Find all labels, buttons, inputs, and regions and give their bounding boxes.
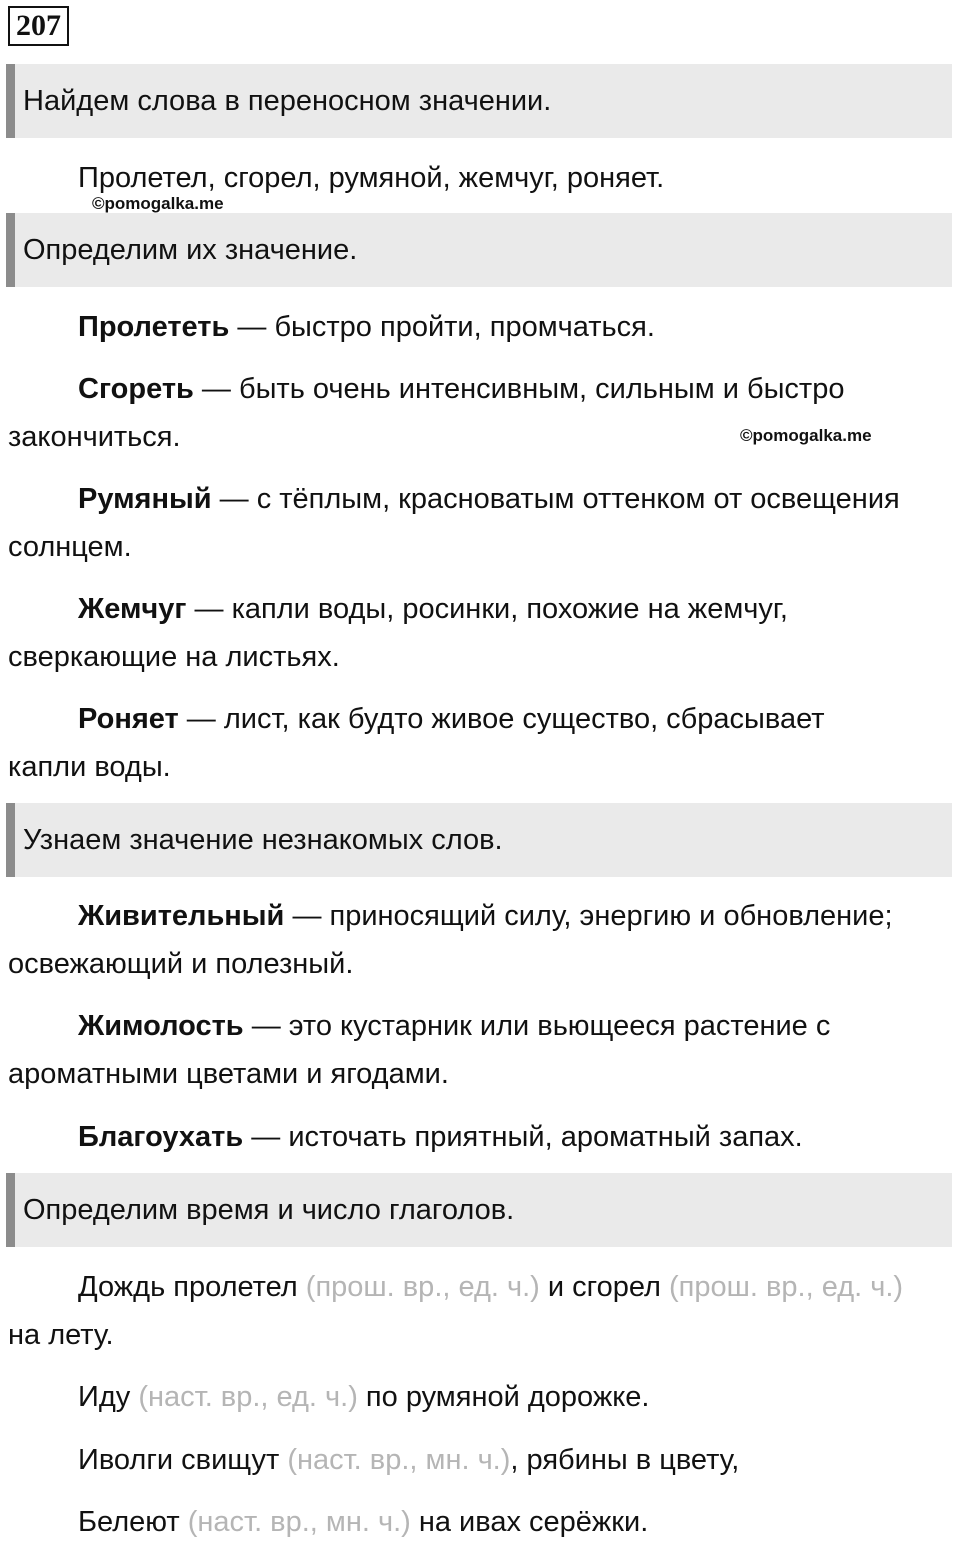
verb-line bbox=[8, 1263, 908, 1359]
verb-text: Белеют bbox=[78, 1506, 188, 1538]
definition-text: — капли воды, росинки, похожие на жемчуг, сверкающие на листьях. bbox=[8, 593, 788, 673]
new-word-item bbox=[8, 892, 908, 988]
grammar-note: (наст. вр., ед. ч.) bbox=[138, 1381, 358, 1413]
definition-text: — быть очень интенсивным, сильным и быстро закончиться. bbox=[8, 373, 845, 453]
section-heading-figurative: Найдем слова в переносном значении. bbox=[6, 64, 952, 138]
new-word-text: — приносящий силу, энергию и обновление; освежающий и полезный. bbox=[8, 900, 893, 980]
definition-term: Сгореть bbox=[78, 373, 194, 405]
new-word-term: Жимолость bbox=[78, 1010, 244, 1042]
definition-text: — лист, как будто живое существо, сбрасывает капли воды. bbox=[8, 703, 825, 783]
definition-item bbox=[8, 475, 908, 571]
verb-line bbox=[8, 1373, 908, 1421]
section-heading-meaning: Определим их значение. bbox=[6, 213, 952, 287]
definition-text: — быстро пройти, промчаться. bbox=[229, 311, 655, 343]
definition-item bbox=[8, 303, 908, 351]
verb-text: Дождь пролетел bbox=[78, 1271, 306, 1303]
section-heading-new-words: Узнаем значение незнакомых слов. bbox=[6, 803, 952, 877]
verb-text: по румяной дорожке. bbox=[357, 1381, 650, 1413]
definition-term: Жемчуг bbox=[78, 593, 187, 625]
watermark: ©pomogalka.me bbox=[92, 194, 224, 213]
verb-text: Иволги свищут bbox=[78, 1444, 288, 1476]
grammar-note: (прош. вр., ед. ч.) bbox=[305, 1271, 540, 1303]
verb-text: и сгорел bbox=[539, 1271, 669, 1303]
new-word-item bbox=[8, 1113, 908, 1161]
new-word-term: Живительный bbox=[78, 900, 285, 932]
watermark: ©pomogalka.me bbox=[740, 426, 872, 445]
verb-text: на ивах серёжки. bbox=[410, 1506, 649, 1538]
definition-item bbox=[8, 585, 908, 681]
new-word-text: — это кустарник или вьющееся растение с ароматными цветами и ягодами. bbox=[8, 1010, 831, 1090]
definition-term: Румяный bbox=[78, 483, 212, 515]
verb-text: на лету. bbox=[8, 1319, 114, 1351]
grammar-note: (наст. вр., мн. ч.) bbox=[287, 1444, 511, 1476]
definition-text: — с тёплым, красноватым оттенком от освещения солнцем. bbox=[8, 483, 900, 563]
section-heading-verbs: Определим время и число глаголов. bbox=[6, 1173, 952, 1247]
definition-term: Пролететь bbox=[78, 311, 230, 343]
verb-text: , рябины в цвету, bbox=[510, 1444, 740, 1476]
verb-line bbox=[8, 1436, 908, 1484]
task-number: 207 bbox=[8, 6, 69, 46]
new-word-text: — источать приятный, ароматный запах. bbox=[243, 1121, 803, 1153]
verb-text: Иду bbox=[78, 1381, 139, 1413]
new-word-item bbox=[8, 1002, 908, 1098]
grammar-note: (прош. вр., ед. ч.) bbox=[669, 1271, 904, 1303]
definition-item bbox=[8, 695, 908, 791]
definition-item bbox=[8, 365, 908, 461]
figurative-words-list: Пролетел, сгорел, румяной, жемчуг, роняет. bbox=[78, 162, 665, 194]
new-word-term: Благоухать bbox=[78, 1121, 244, 1153]
grammar-note: (наст. вр., мн. ч.) bbox=[187, 1506, 411, 1538]
verb-line bbox=[8, 1498, 908, 1546]
definition-term: Роняет bbox=[78, 703, 179, 735]
